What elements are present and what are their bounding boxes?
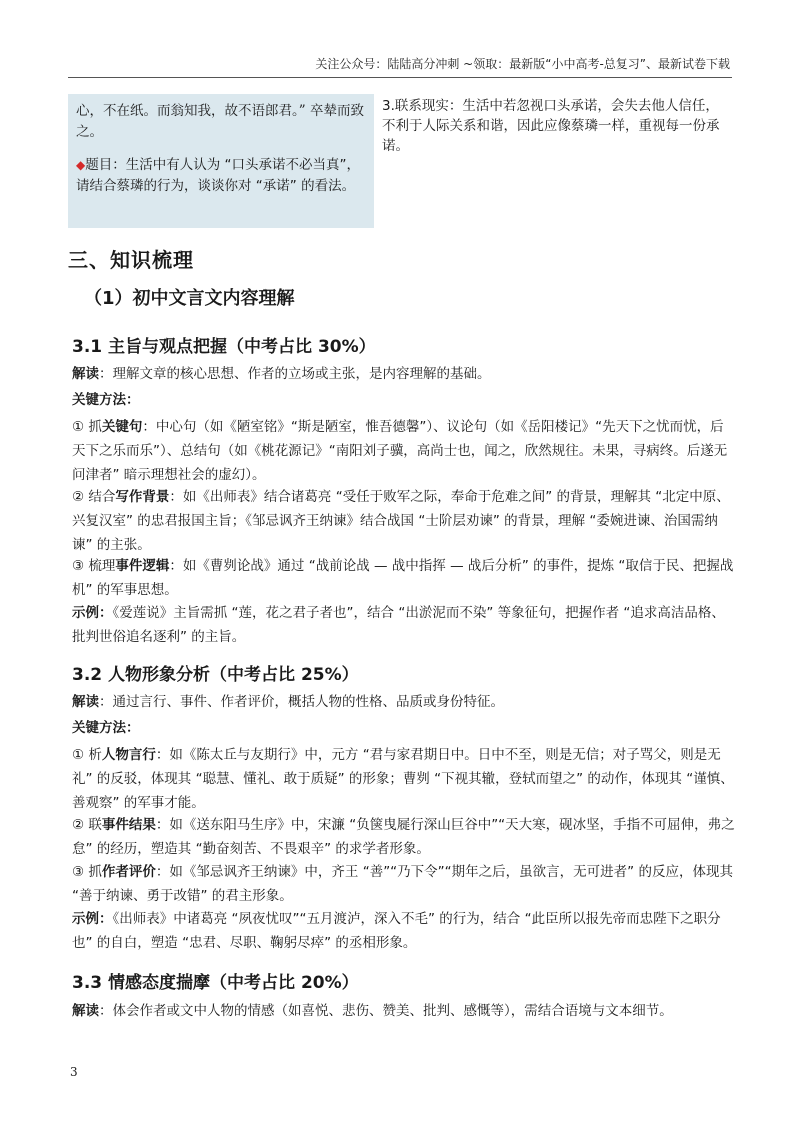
quote-text: 心，不在纸。而翁知我，故不语郎君。” 卒辇而致之。: [76, 103, 364, 140]
page-number: 3: [70, 1065, 78, 1079]
method-key: 写作背景: [115, 489, 170, 505]
answer-point-3: 3.联系现实：生活中若忽视口头承诺，会失去他人信任，不利于人际关系和谐，因此应像蔡璘一样，重视每一份承诺。: [382, 98, 720, 154]
s31-read: [72, 362, 736, 386]
s32-method-label: 关键方法：: [72, 720, 140, 736]
method-key: 事件结果: [101, 817, 156, 833]
method-text: ：如《邹忌讽齐王纳谏》中，齐王 “善”“乃下令”“期年之后，虽欲言，无可进者” 的反应，体现其 “善于纳谏、勇于改错” 的君主形象。: [72, 864, 733, 904]
example-label: 示例：: [72, 605, 113, 621]
method-key: 作者评价: [101, 864, 156, 880]
top-block: [68, 94, 732, 228]
heading-3-3: 3.3 情感态度揣摩（中考占比 20%）: [72, 973, 359, 993]
read-text: ：理解文章的核心思想、作者的立场或主张，是内容理解的基础。: [99, 366, 491, 382]
s33-read: [72, 999, 736, 1023]
method-text: ：如《陈太丘与友期行》中，元方 “君与家君期日中。日中不至，则是无信；对子骂父，则是无礼” 的反驳，体现其 “聪慧、懂礼、敢于质疑” 的形象；曹刿 “下视其辙，登轼而望之” 的动作，体现其 “谨慎、善观察” 的军事才能。: [72, 747, 734, 811]
method-prefix: ③ 抓: [72, 864, 102, 880]
method-key: 关键句: [101, 419, 143, 435]
example-label: 示例：: [72, 911, 113, 927]
example-text: 《爱莲说》主旨需抓 “莲，花之君子者也”，结合 “出淤泥而不染” 等象征句，把握作者 “追求高洁品格、批判世俗追名逐利” 的主旨。: [72, 605, 725, 645]
method-text: ：如《出师表》结合诸葛亮 “受任于败军之际，奉命于危难之间” 的背景，理解其 “北定中原、兴复汉室” 的忠君报国主旨；《邹忌讽齐王纳谏》结合战国 “士阶层劝谏” 的背景，理解 “委婉进谏、治国需纳谏” 的主张。: [72, 489, 730, 553]
heading-3-2: 3.2 人物形象分析（中考占比 25%）: [72, 665, 359, 685]
s31-method-1: [72, 415, 736, 487]
s32-method-3: [72, 860, 736, 908]
heading-3-1: 3.1 主旨与观点把握（中考占比 30%）: [72, 337, 376, 357]
method-key: 人物言行: [101, 747, 156, 763]
method-prefix: ① 抓: [72, 419, 102, 435]
read-label: 解读: [72, 694, 99, 710]
method-key: 事件逻辑: [115, 558, 170, 574]
header-divider: [68, 77, 732, 78]
read-label: 解读: [72, 1003, 99, 1019]
method-prefix: ① 析: [72, 747, 102, 763]
s32-example: [72, 907, 736, 955]
subsection-title: （1）初中文言文内容理解: [84, 288, 295, 309]
s32-method-1: [72, 743, 736, 815]
section-title: 三、知识梳理: [68, 248, 194, 272]
s31-method-3: [72, 554, 736, 602]
s32-read: [72, 690, 736, 714]
question-text: [76, 155, 366, 197]
s31-method-label: 关键方法：: [72, 392, 140, 408]
method-text: ：如《送东阳马生序》中，宋濂 “负箧曳屣行深山巨谷中”“天大寒，砚冰坚，手指不可屈伸，弗之怠” 的经历，塑造其 “勤奋刻苦、不畏艰辛” 的求学者形象。: [72, 817, 735, 857]
question-box: [68, 94, 374, 228]
method-prefix: ② 结合: [72, 489, 116, 505]
read-text: ：通过言行、事件、作者评价，概括人物的性格、品质或身份特征。: [99, 694, 504, 710]
read-label: 解读: [72, 366, 99, 382]
method-prefix: ③ 梳理: [72, 558, 116, 574]
read-text: ：体会作者或文中人物的情感（如喜悦、悲伤、赞美、批判、感慨等），需结合语境与文本细节。: [99, 1003, 673, 1019]
s31-method-2: [72, 485, 736, 557]
method-text: ：如《曹刿论战》通过 “战前论战 — 战中指挥 — 战后分析” 的事件，提炼 “取信于民、把握战机” 的军事思想。: [72, 558, 734, 598]
method-prefix: ② 联: [72, 817, 102, 833]
diamond-icon: ◆: [76, 158, 86, 172]
question-label: 题目: [85, 157, 113, 173]
s32-method-2: [72, 813, 736, 861]
page-header: 关注公众号：陆陆高分冲刺 ~领取：最新版“小中高考-总复习”、最新试卷下载: [315, 57, 730, 71]
method-text: ：中心句（如《陋室铭》“斯是陋室，惟吾德馨”）、议论句（如《岳阳楼记》“先天下之忧而忧，后天下之乐而乐”）、总结句（如《桃花源记》“南阳刘子骥，高尚士也，闻之，欣然规往。未果，寻病终。后遂无问津者” 暗示理想社会的虚幻）。: [72, 419, 728, 483]
s31-example: [72, 601, 736, 649]
question-body: ：生活中有人认为 “口头承诺不必当真”，请结合蔡璘的行为，谈谈你对 “承诺” 的看法。: [76, 157, 361, 194]
example-text: 《出师表》中诸葛亮 “夙夜忧叹”“五月渡泸，深入不毛” 的行为，结合 “此臣所以报先帝而忠陛下之职分也” 的自白，塑造 “忠君、尽职、鞠躬尽瘁” 的丞相形象。: [72, 911, 721, 951]
